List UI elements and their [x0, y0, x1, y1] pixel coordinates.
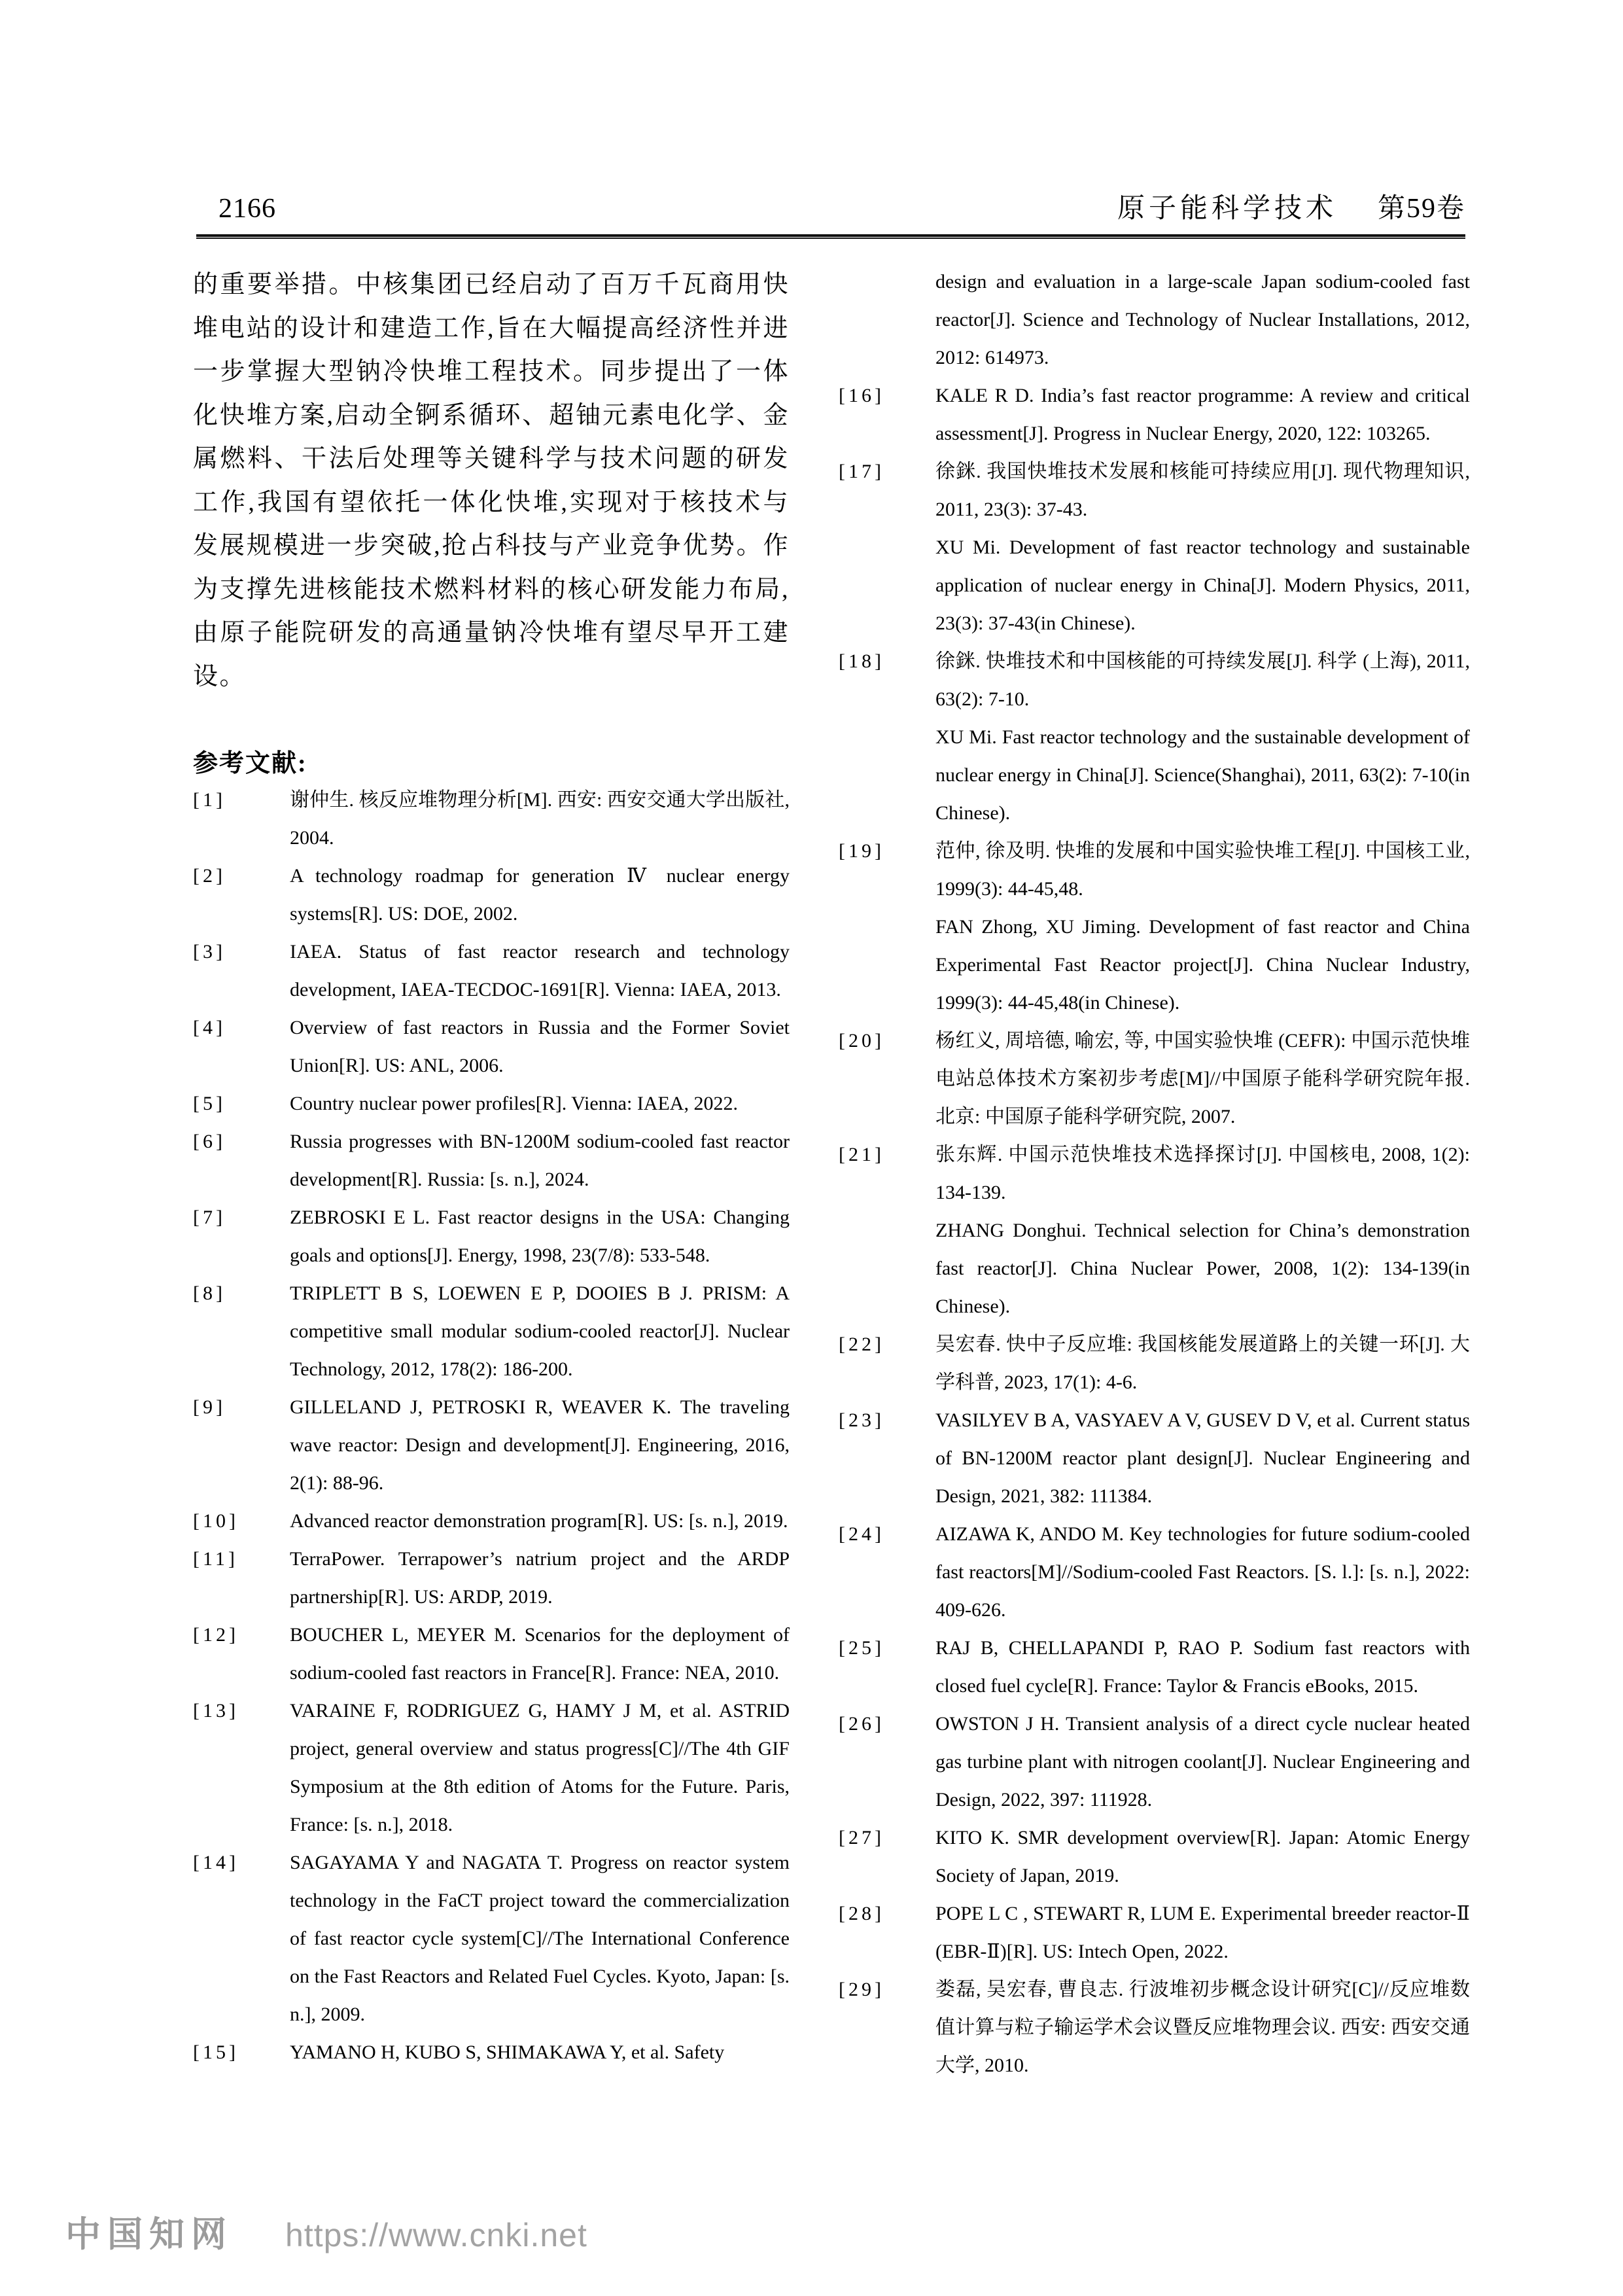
reference-text: XU Mi. Development of fast reactor technology and sustainable application of nuclear energy in China[J]. Modern Physics, 2011, 23(3): 37-43(in Chinese).	[935, 537, 1470, 634]
reference-text: BOUCHER L, MEYER M. Scenarios for the deployment of sodium-cooled fast reactors in France[R]. France: NEA, 2010.	[290, 1624, 790, 1684]
reference-number: [28]	[839, 1903, 884, 1924]
reference-item	[193, 2034, 790, 2072]
reference-text: GILLELAND J, PETROSKI R, WEAVER K. The traveling wave reactor: Design and development[J]. Engineering, 2016, 2(1): 88-96.	[290, 1396, 790, 1494]
reference-text: Overview of fast reactors in Russia and the Former Soviet Union[R]. US: ANL, 2006.	[290, 1017, 790, 1076]
reference-number: [13]	[193, 1700, 239, 1722]
reference-item	[193, 1085, 790, 1123]
left-column	[193, 263, 790, 2072]
page-number: 2166	[218, 194, 276, 224]
reference-item	[839, 377, 1470, 453]
reference-item	[839, 1629, 1470, 1705]
reference-item	[193, 1275, 790, 1388]
reference-number: [21]	[839, 1144, 884, 1165]
reference-item	[193, 933, 790, 1009]
journal-title: 原子能科学技术	[1117, 194, 1337, 224]
reference-text: TerraPower. Terrapower’s natrium project and the ARDP partnership[R]. US: ARDP, 2019.	[290, 1548, 790, 1608]
reference-text: 杨红义, 周培德, 喻宏, 等, 中国实验快堆 (CEFR): 中国示范快堆电站总体技术方案初步考虑[M]//中国原子能科学研究院年报. 北京: 中国原子能科学研究院, 2007.	[935, 1030, 1470, 1127]
header-divider	[196, 234, 1465, 239]
reference-item	[839, 1705, 1470, 1819]
reference-item	[193, 1388, 790, 1502]
reference-number: [17]	[839, 461, 884, 482]
volume-label: 第59卷	[1377, 194, 1465, 224]
reference-number: [6]	[193, 1131, 226, 1152]
cnki-brand: 中国知网	[65, 2215, 233, 2254]
reference-number: [8]	[193, 1282, 226, 1304]
reference-text: design and evaluation in a large-scale Japan sodium-cooled fast reactor[J]. Science and Technology of Nuclear Installations, 2012, 2012: 614973.	[935, 271, 1470, 368]
right-column	[839, 263, 1470, 2085]
reference-number: [27]	[839, 1827, 884, 1848]
reference-text: 谢仲生. 核反应堆物理分析[M]. 西安: 西安交通大学出版社, 2004.	[290, 789, 790, 849]
reference-number: [1]	[193, 789, 226, 811]
cnki-footer	[65, 2206, 587, 2257]
reference-item	[193, 1009, 790, 1085]
reference-number: [22]	[839, 1333, 884, 1355]
reference-text: 娄磊, 吴宏春, 曹良志. 行波堆初步概念设计研究[C]//反应堆数值计算与粒子输运学术会议暨反应堆物理会议. 西安: 西安交通大学, 2010.	[935, 1979, 1470, 2076]
reference-text: POPE L C , STEWART R, LUM E. Experimental breeder reactor-Ⅱ (EBR-Ⅱ)[R]. US: Intech Open, 2022.	[935, 1903, 1470, 1962]
reference-number: [4]	[193, 1017, 226, 1038]
page-header	[196, 194, 1465, 224]
reference-item	[193, 1123, 790, 1199]
reference-text: Russia progresses with BN-1200M sodium-cooled fast reactor development[R]. Russia: [s. n.], 2024.	[290, 1131, 790, 1190]
reference-item	[193, 1199, 790, 1275]
reference-text: FAN Zhong, XU Jiming. Development of fast reactor and China Experimental Fast Reactor project[J]. China Nuclear Industry, 1999(3): 44-45,48(in Chinese).	[935, 916, 1470, 1014]
reference-number: [19]	[839, 840, 884, 862]
reference-text: RAJ B, CHELLAPANDI P, RAO P. Sodium fast reactors with closed fuel cycle[R]. France: Taylor & Francis eBooks, 2015.	[935, 1637, 1470, 1697]
reference-item	[839, 1895, 1470, 1971]
reference-item	[839, 1819, 1470, 1895]
reference-item	[839, 1326, 1470, 1402]
reference-number: [29]	[839, 1979, 884, 2000]
reference-item	[839, 263, 1470, 377]
intro-paragraph: 的重要举措。中核集团已经启动了百万千瓦商用快堆电站的设计和建造工作,旨在大幅提高经济性并进一步掌握大型钠冷快堆工程技术。同步提出了一体化快堆方案,启动全锕系循环、超铀元素电化学、金属燃料、干法后处理等关键科学与技术问题的研发工作,我国有望依托一体化快堆,实现对于核技术与发展规模进一步突破,抢占科技与产业竞争优势。作为支撑先进核能技术燃料材料的核心研发能力布局,由原子能院研发的高通量钠冷快堆有望尽早开工建设。	[193, 271, 790, 690]
reference-number: [7]	[193, 1207, 226, 1228]
reference-number: [14]	[193, 1852, 239, 1873]
reference-text: 徐銤. 快堆技术和中国核能的可持续发展[J]. 科学 (上海), 2011, 63(2): 7-10.	[935, 650, 1470, 710]
reference-text: 张东辉. 中国示范快堆技术选择探讨[J]. 中国核电, 2008, 1(2): 134-139.	[935, 1144, 1470, 1203]
reference-number: [25]	[839, 1637, 884, 1659]
reference-item	[193, 1844, 790, 2034]
reference-text: A technology roadmap for generation Ⅳ nuclear energy systems[R]. US: DOE, 2002.	[290, 865, 790, 925]
reference-number: [3]	[193, 941, 226, 963]
cnki-url: https://www.cnki.net	[285, 2217, 587, 2253]
reference-item	[839, 1402, 1470, 1515]
reference-number: [18]	[839, 650, 884, 672]
reference-item	[193, 1502, 790, 1540]
reference-number: [5]	[193, 1093, 226, 1114]
reference-item	[193, 1692, 790, 1844]
reference-item	[839, 1022, 1470, 1136]
reference-text: VASILYEV B A, VASYAEV A V, GUSEV D V, et al. Current status of BN-1200M reactor plant design[J]. Nuclear Engineering and Design, 2021, 382: 111384.	[935, 1409, 1470, 1507]
reference-text: 范仲, 徐及明. 快堆的发展和中国实验快堆工程[J]. 中国核工业, 1999(3): 44-45,48.	[935, 840, 1470, 900]
reference-item	[193, 781, 790, 857]
reference-text: 徐銤. 我国快堆技术发展和核能可持续应用[J]. 现代物理知识, 2011, 23(3): 37-43.	[935, 461, 1470, 520]
reference-text: ZEBROSKI E L. Fast reactor designs in the USA: Changing goals and options[J]. Energy, 1998, 23(7/8): 533-548.	[290, 1207, 790, 1266]
reference-number: [2]	[193, 865, 226, 887]
references-heading: 参考文献:	[193, 750, 307, 777]
reference-number: [26]	[839, 1713, 884, 1735]
reference-number: [16]	[839, 385, 884, 406]
references-list-left	[193, 781, 790, 2072]
reference-text: YAMANO H, KUBO S, SHIMAKAWA Y, et al. Safety	[290, 2041, 725, 2063]
reference-text: XU Mi. Fast reactor technology and the sustainable development of nuclear energy in China[J]. Science(Shanghai), 2011, 63(2): 7-10(in Chinese).	[935, 726, 1470, 824]
reference-item	[193, 857, 790, 933]
reference-item	[193, 1616, 790, 1692]
reference-number: [15]	[193, 2041, 239, 2063]
reference-text: Country nuclear power profiles[R]. Vienna: IAEA, 2022.	[290, 1093, 738, 1114]
reference-number: [11]	[193, 1548, 238, 1570]
reference-item	[839, 643, 1470, 832]
header-right	[1117, 194, 1465, 224]
references-list-right	[839, 263, 1470, 2085]
reference-item	[839, 1136, 1470, 1326]
reference-text: AIZAWA K, ANDO M. Key technologies for future sodium-cooled fast reactors[M]//Sodium-cooled Fast Reactors. [S. l.]: [s. n.], 2022: 409-626.	[935, 1523, 1470, 1621]
reference-text: TRIPLETT B S, LOEWEN E P, DOOIES B J. PRISM: A competitive small modular sodium-cooled reactor[J]. Nuclear Technology, 2012, 178(2): 186-200.	[290, 1282, 790, 1380]
reference-item	[839, 1971, 1470, 2085]
reference-text: Advanced reactor demonstration program[R]. US: [s. n.], 2019.	[290, 1510, 788, 1532]
reference-text: 吴宏春. 快中子反应堆: 我国核能发展道路上的关键一环[J]. 大学科普, 2023, 17(1): 4-6.	[935, 1333, 1470, 1393]
reference-item	[839, 1515, 1470, 1629]
reference-number: [24]	[839, 1523, 884, 1545]
reference-item	[839, 832, 1470, 1022]
reference-number: [12]	[193, 1624, 239, 1646]
reference-text: OWSTON J H. Transient analysis of a direct cycle nuclear heated gas turbine plant with nitrogen coolant[J]. Nuclear Engineering and Design, 2022, 397: 111928.	[935, 1713, 1470, 1810]
reference-number: [9]	[193, 1396, 226, 1418]
reference-text: VARAINE F, RODRIGUEZ G, HAMY J M, et al. ASTRID project, general overview and status progress[C]//The 4th GIF Symposium at the 8th edition of Atoms for the Future. Paris, France: [s. n.], 2018.	[290, 1700, 790, 1835]
reference-number: [20]	[839, 1030, 884, 1051]
reference-number: [23]	[839, 1409, 884, 1431]
reference-text: KALE R D. India’s fast reactor programme: A review and critical assessment[J]. Progress in Nuclear Energy, 2020, 122: 103265.	[935, 385, 1470, 444]
reference-text: IAEA. Status of fast reactor research and technology development, IAEA-TECDOC-1691[R]. Vienna: IAEA, 2013.	[290, 941, 790, 1000]
reference-item	[839, 453, 1470, 643]
reference-item	[193, 1540, 790, 1616]
reference-text: KITO K. SMR development overview[R]. Japan: Atomic Energy Society of Japan, 2019.	[935, 1827, 1470, 1886]
reference-text: SAGAYAMA Y and NAGATA T. Progress on reactor system technology in the FaCT project toward the commercialization of fast reactor cycle system[C]//The International Conference on the Fast Reactors and Related Fuel Cycles. Kyoto, Japan: [s. n.], 2009.	[290, 1852, 790, 2025]
reference-text: ZHANG Donghui. Technical selection for China’s demonstration fast reactor[J]. China Nuclear Power, 2008, 1(2): 134-139(in Chinese).	[935, 1220, 1470, 1317]
reference-number: [10]	[193, 1510, 239, 1532]
